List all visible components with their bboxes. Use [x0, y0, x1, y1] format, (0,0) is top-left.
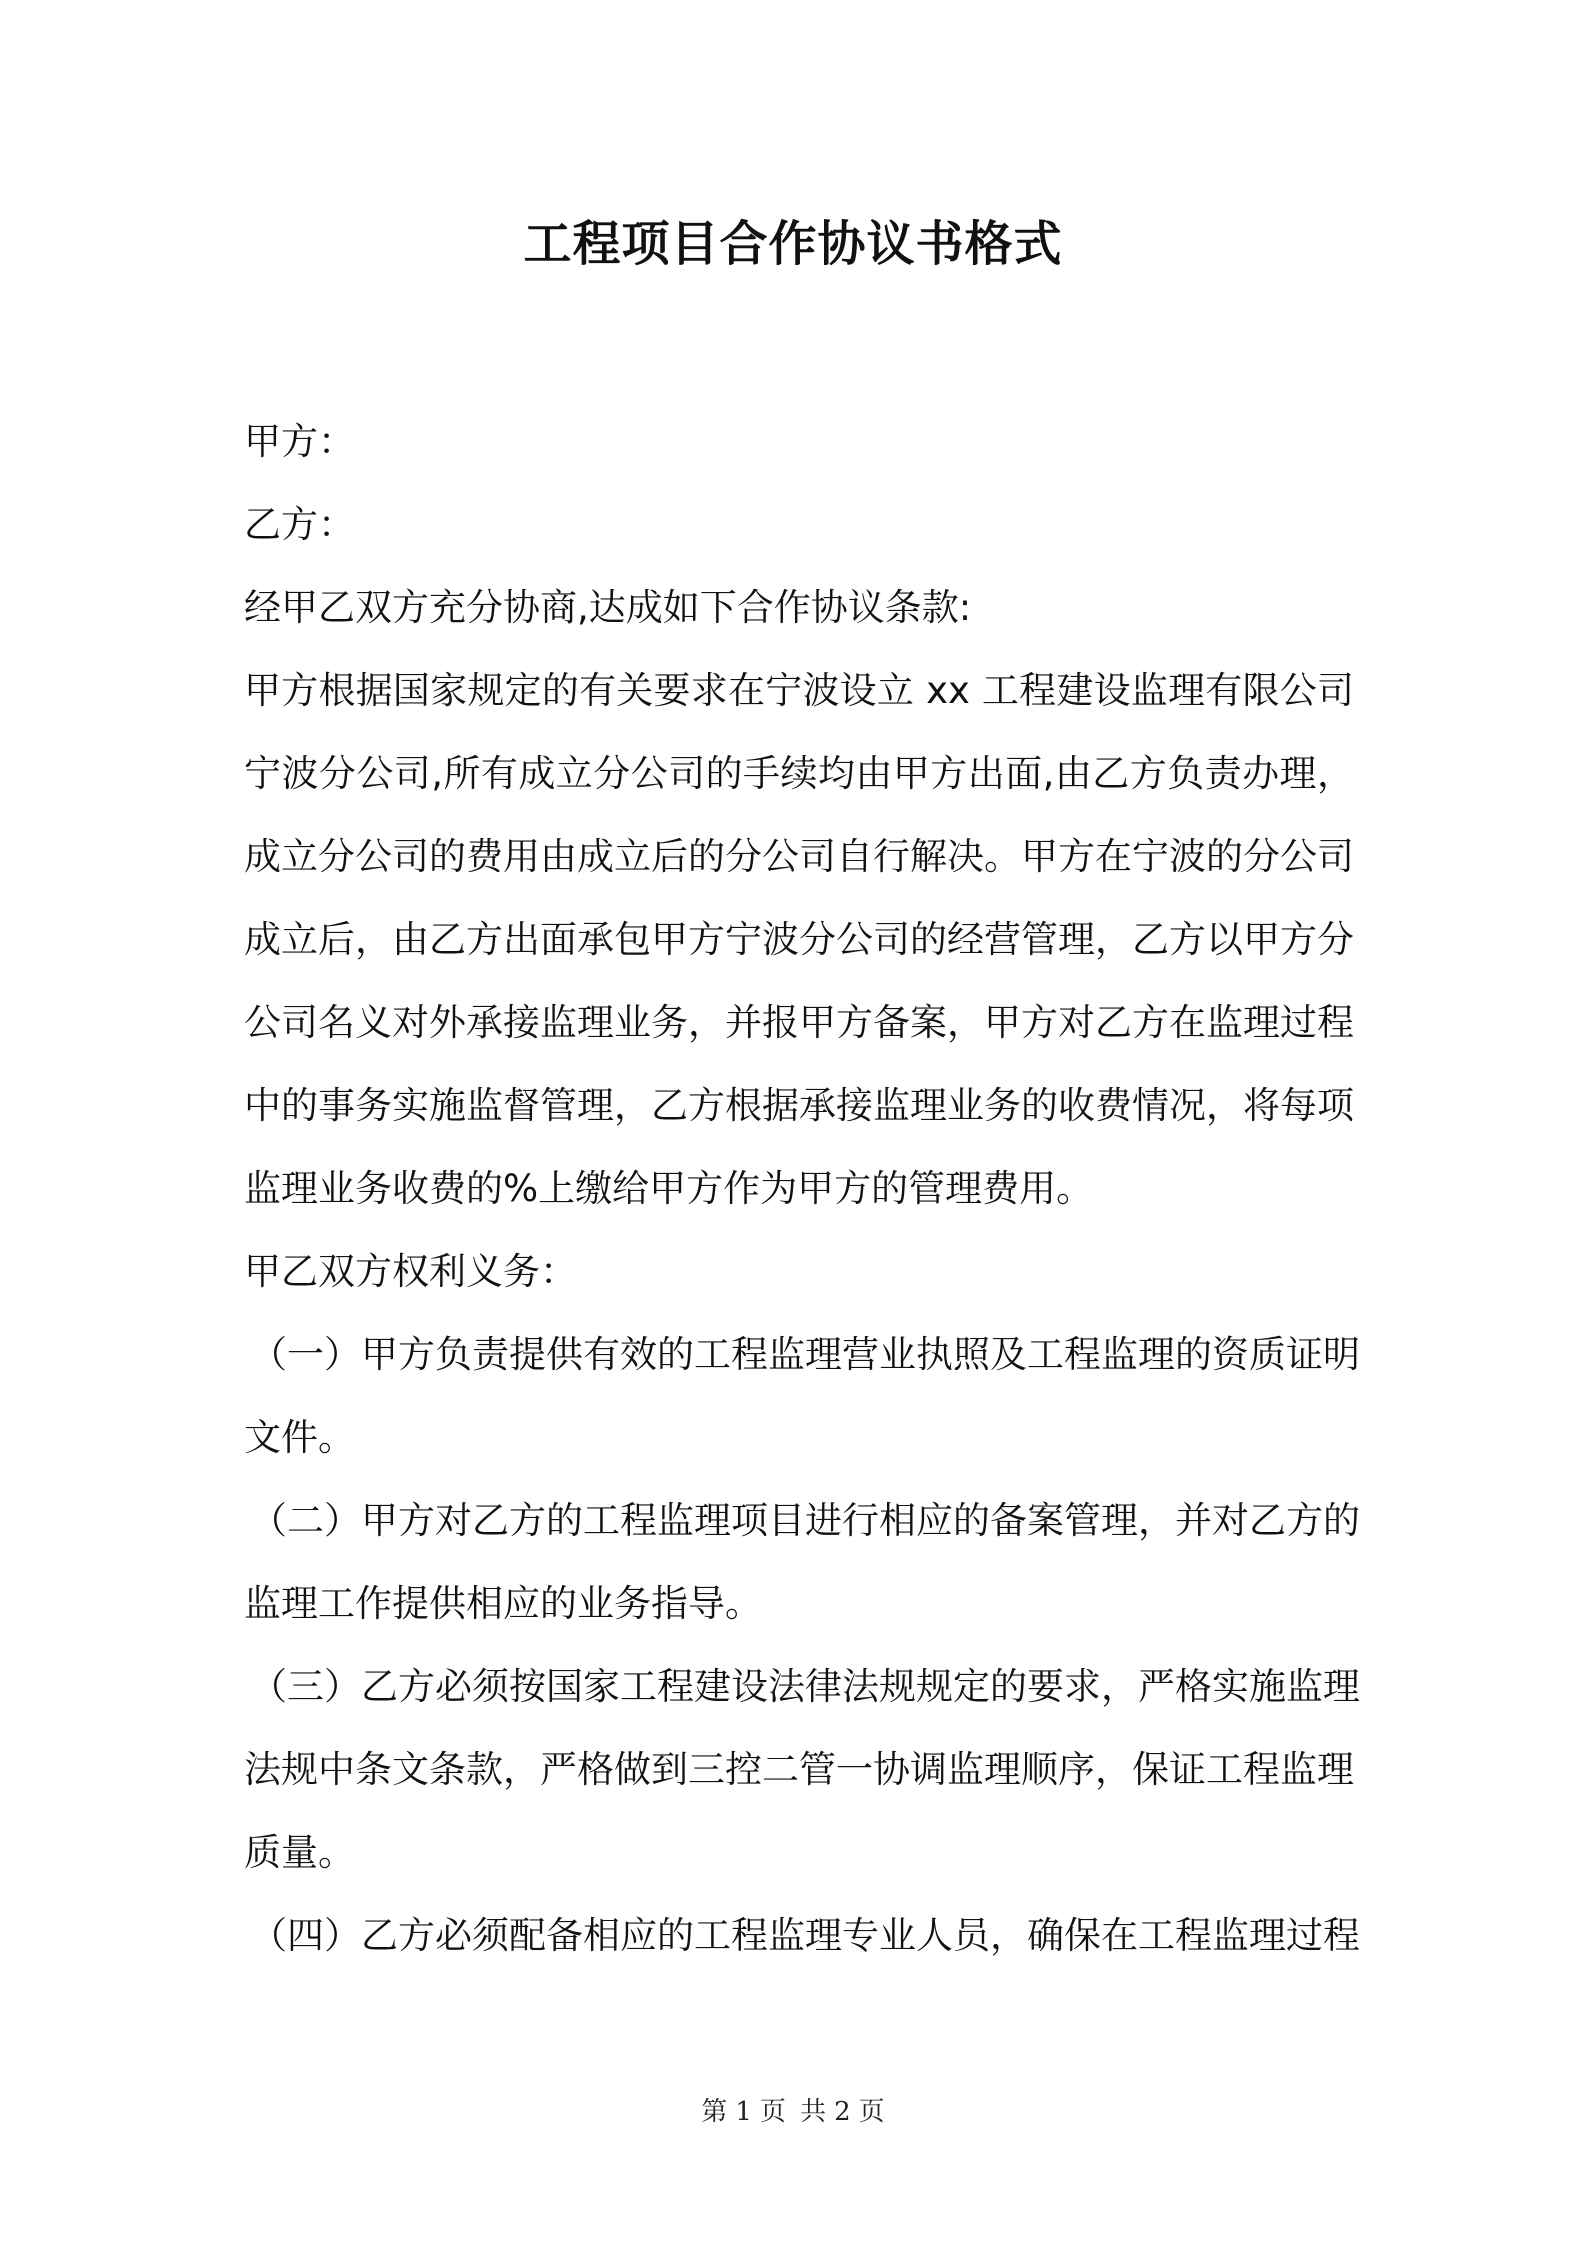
page-label-suffix: 页: [858, 2097, 885, 2127]
clause-line: （二）甲方对乙方的工程监理项目进行相应的备案管理，并对乙方的: [250, 1499, 1360, 1542]
page-footer: [0, 2092, 1586, 2132]
party-b-line: 乙方：: [244, 503, 355, 546]
paragraph-line: 公司名义对外承接监理业务，并报甲方备案，甲方对乙方在监理过程: [244, 1001, 1354, 1044]
clause-line: 监理工作提供相应的业务指导。: [244, 1582, 762, 1625]
rights-obligations-heading: 甲乙双方权利义务：: [244, 1250, 577, 1293]
paragraph-line: 宁波分公司,所有成立分公司的手续均由甲方出面,由乙方负责办理，: [244, 752, 1354, 795]
total-pages-number: 2: [834, 2097, 851, 2127]
paragraph-line: 成立后，由乙方出面承包甲方宁波分公司的经营管理，乙方以甲方分: [244, 918, 1354, 961]
paragraph-line: 成立分公司的费用由成立后的分公司自行解决。甲方在宁波的分公司: [244, 835, 1354, 878]
clause-line: （三）乙方必须按国家工程建设法律法规规定的要求，严格实施监理: [250, 1665, 1360, 1708]
page-label-mid: 页 共: [759, 2097, 827, 2127]
party-a-line: 甲方：: [244, 420, 355, 463]
agreement-intro-line: 经甲乙双方充分协商,达成如下合作协议条款:: [244, 586, 972, 629]
clause-line: 质量。: [244, 1831, 355, 1874]
current-page-number: 1: [735, 2097, 752, 2127]
document-title: 工程项目合作协议书格式: [523, 216, 1063, 272]
clause-line: 法规中条文条款，严格做到三控二管一协调监理顺序，保证工程监理: [244, 1748, 1354, 1791]
paragraph-line: 监理业务收费的%上缴给甲方作为甲方的管理费用。: [244, 1167, 1094, 1210]
document-body: [244, 400, 1360, 1977]
clause-line: 文件。: [244, 1416, 355, 1459]
paragraph-line: 中的事务实施监督管理，乙方根据承接监理业务的收费情况，将每项: [244, 1084, 1354, 1127]
page-label-prefix: 第: [701, 2097, 728, 2127]
clause-line: （一）甲方负责提供有效的工程监理营业执照及工程监理的资质证明: [250, 1333, 1360, 1376]
paragraph-line: 甲方根据国家规定的有关要求在宁波设立 xx 工程建设监理有限公司: [244, 669, 1354, 712]
clause-line: （四）乙方必须配备相应的工程监理专业人员，确保在工程监理过程: [250, 1914, 1360, 1957]
